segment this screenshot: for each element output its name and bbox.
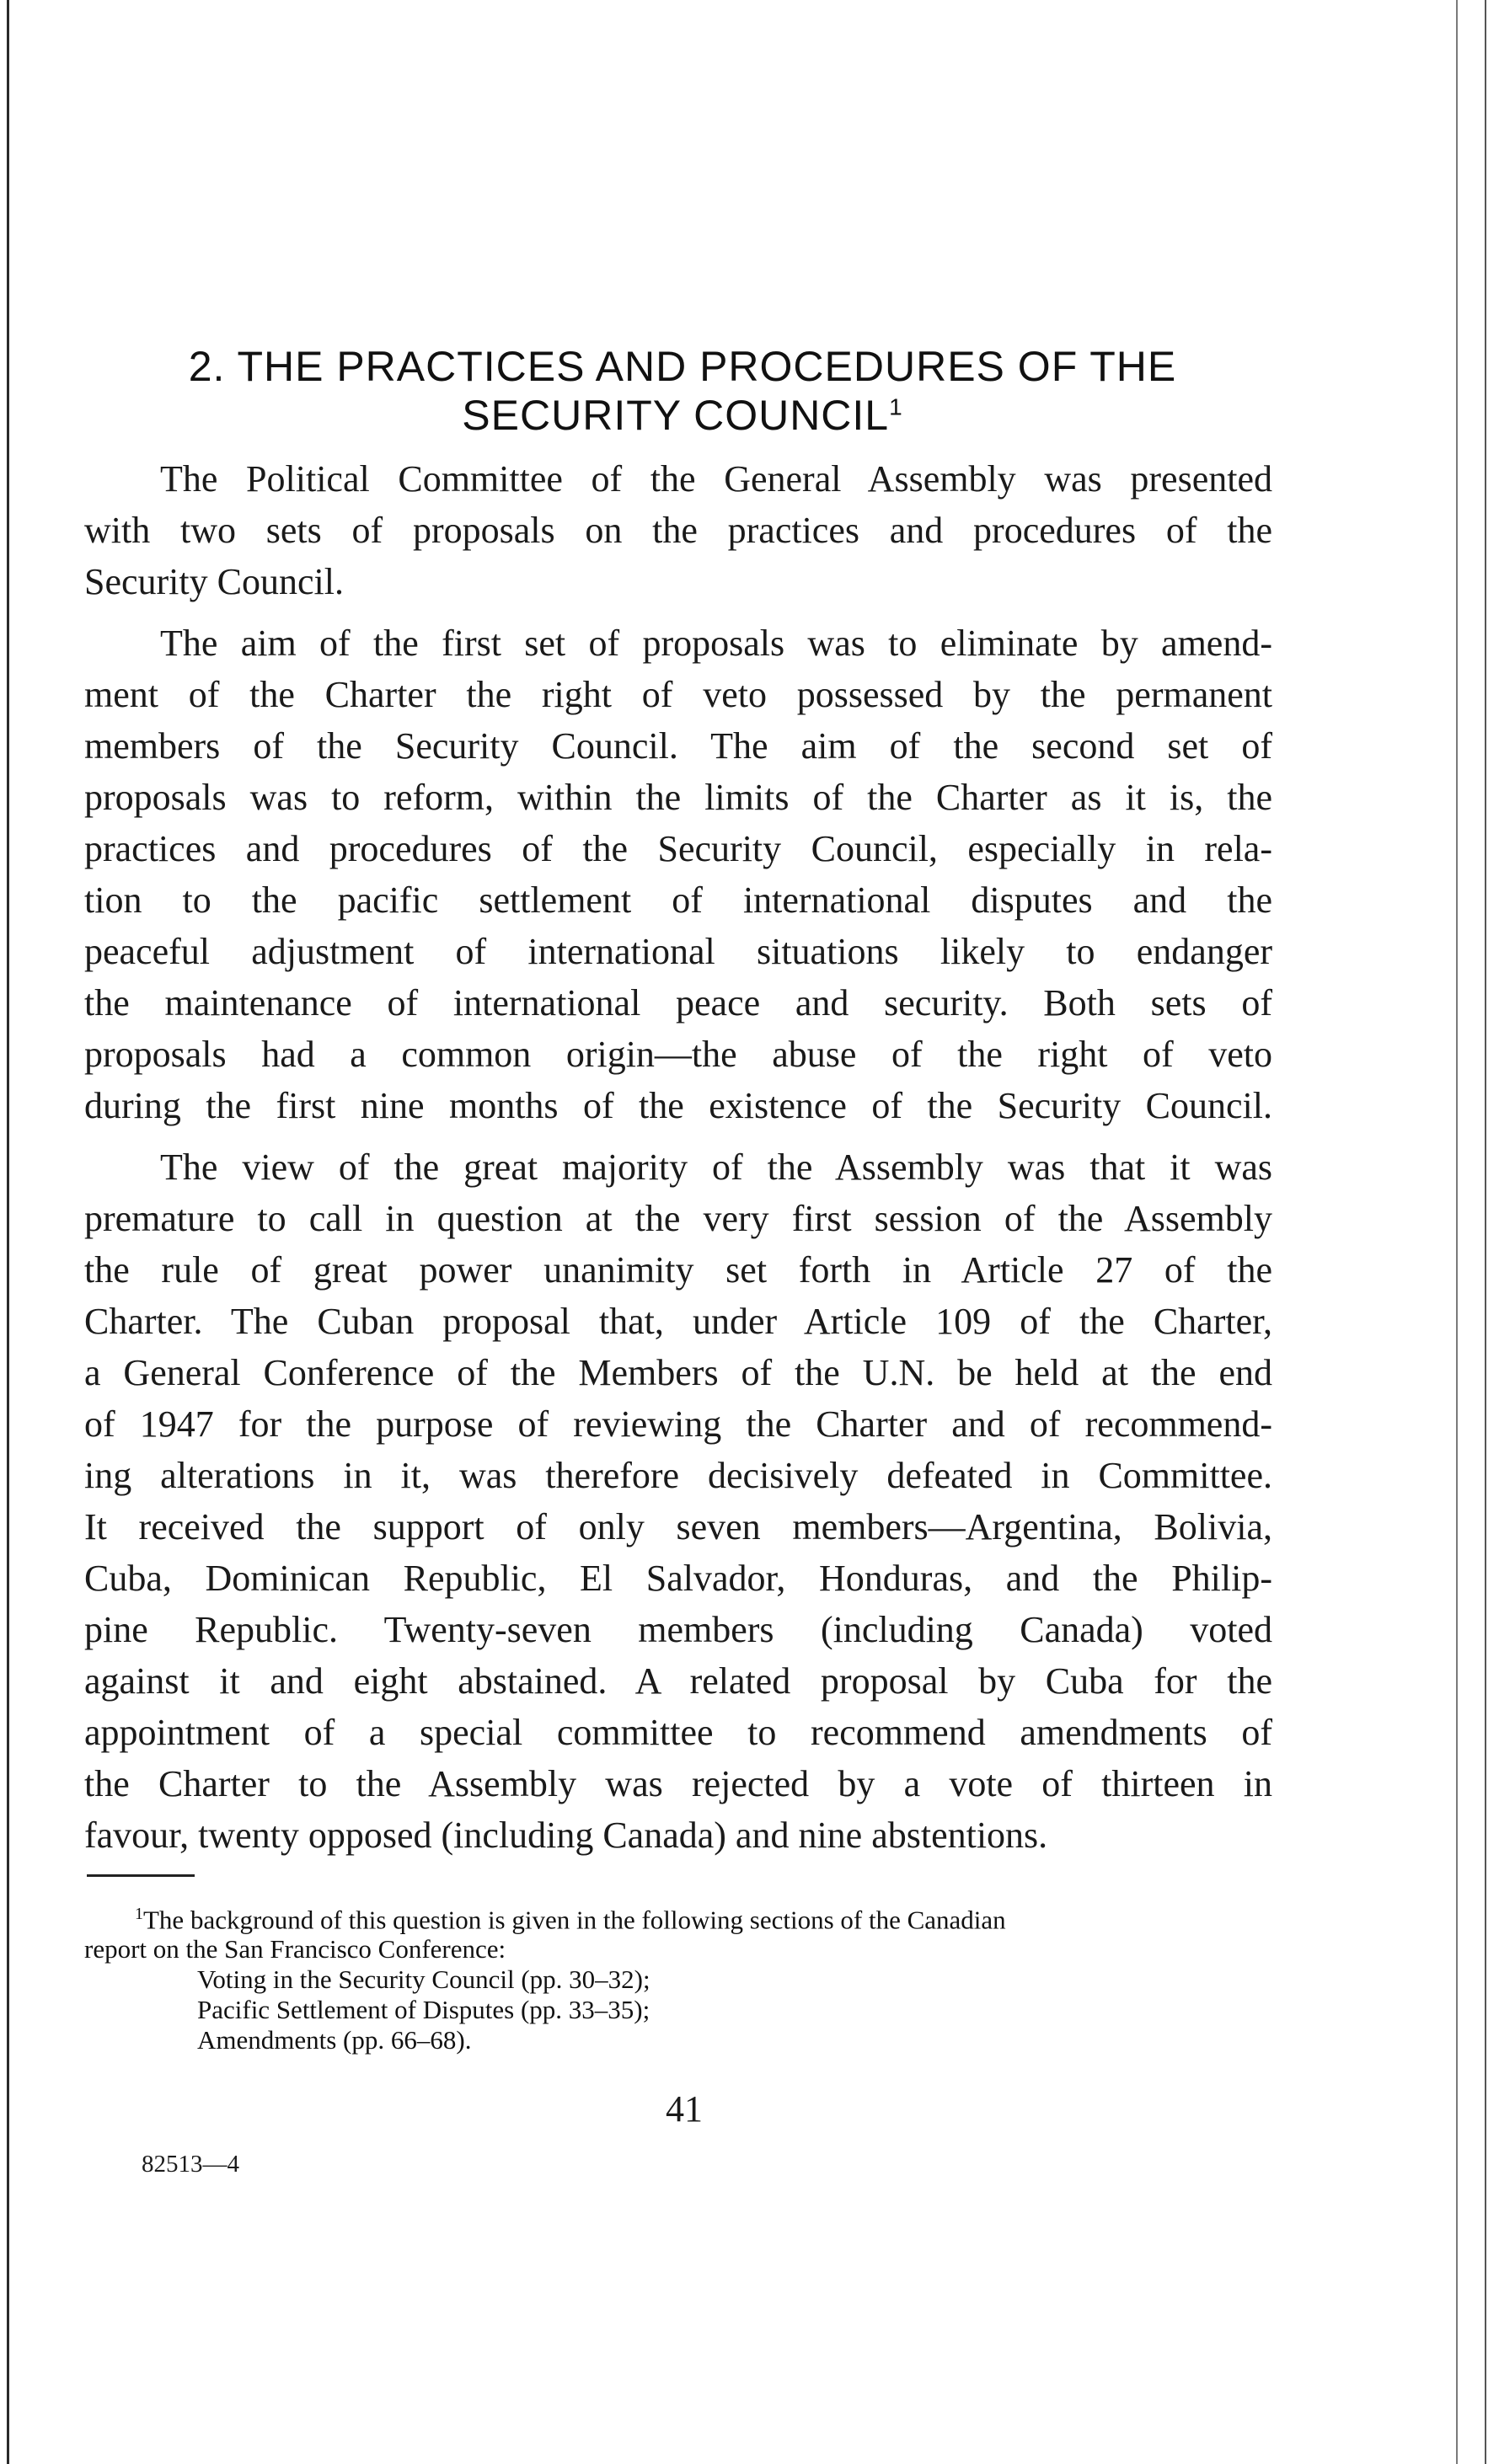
body-line: Security Council. <box>84 561 344 602</box>
footnote-mark: 1 <box>135 1905 143 1923</box>
body-line: proposals had a common origin—the abuse of the right of veto <box>84 1034 1272 1075</box>
body-line: The aim of the first set of proposals was to eliminate by amend- <box>160 623 1272 664</box>
footnote-divider <box>87 1874 195 1877</box>
body-line: a General Conference of the Members of the U.N. be held at the end <box>84 1352 1272 1393</box>
body-line: The view of the great majority of the Assembly was that it was <box>160 1146 1272 1188</box>
scan-edge-left <box>7 0 9 2464</box>
body-line: pine Republic. Twenty-seven members (including Canada) voted <box>84 1609 1272 1650</box>
page-number: 41 <box>666 2088 703 2130</box>
body-line: of 1947 for the purpose of reviewing the Charter and of recommend- <box>84 1403 1272 1445</box>
body-line: the maintenance of international peace and security. Both sets of <box>84 982 1272 1024</box>
body-line: tion to the pacific settlement of international disputes and the <box>84 879 1272 921</box>
body-line: the rule of great power unanimity set forth in Article 27 of the <box>84 1249 1272 1291</box>
scan-edge-right-outer <box>1485 0 1486 2464</box>
footnote-line: report on the San Francisco Conference: <box>84 1934 506 1964</box>
body-line: practices and procedures of the Security Council, especially in rela- <box>84 828 1272 869</box>
body-line: peaceful adjustment of international situations likely to endanger <box>84 931 1272 972</box>
body-line: Cuba, Dominican Republic, El Salvador, Honduras, and the Philip- <box>84 1558 1272 1599</box>
footnote-reference: 1 <box>889 393 903 420</box>
scan-edge-right <box>1456 0 1458 2464</box>
section-heading-line-1: 2. THE PRACTICES AND PROCEDURES OF THE <box>188 343 1177 390</box>
footnote-line: Voting in the Security Council (pp. 30–32); <box>197 1964 650 1994</box>
print-code: 82513—4 <box>142 2151 239 2178</box>
body-line: with two sets of proposals on the practices and procedures of the <box>84 510 1272 551</box>
body-line: ment of the Charter the right of veto possessed by the permanent <box>84 674 1272 715</box>
body-line: premature to call in question at the very first session of the Assembly <box>84 1198 1272 1239</box>
body-line: The Political Committee of the General Assembly was presented <box>160 458 1272 500</box>
section-heading-title: SECURITY COUNCIL <box>462 392 890 439</box>
body-line: members of the Security Council. The aim of the second set of <box>84 725 1272 767</box>
body-line: during the first nine months of the existence of the Security Council. <box>84 1085 1272 1126</box>
body-line: It received the support of only seven members—Argentina, Bolivia, <box>84 1506 1272 1547</box>
body-line: Charter. The Cuban proposal that, under Article 109 of the Charter, <box>84 1301 1272 1342</box>
body-line: proposals was to reform, within the limits of the Charter as it is, the <box>84 777 1272 818</box>
footnote-line: Amendments (pp. 66–68). <box>197 2025 472 2055</box>
body-line: ing alterations in it, was therefore decisively defeated in Committee. <box>84 1455 1272 1496</box>
body-line: appointment of a special committee to recommend amendments of <box>84 1712 1272 1753</box>
body-line: the Charter to the Assembly was rejected by a vote of thirteen in <box>84 1763 1272 1804</box>
body-line: against it and eight abstained. A related proposal by Cuba for the <box>84 1660 1272 1702</box>
footnote-line: Pacific Settlement of Disputes (pp. 33–35); <box>197 1995 650 2024</box>
body-line: favour, twenty opposed (including Canada) and nine abstentions. <box>84 1815 1048 1856</box>
section-heading-line-2 <box>84 392 1281 439</box>
footnote-line: $^1$The background of this question is given in the following sections of the Canadian <box>135 1905 1006 1935</box>
